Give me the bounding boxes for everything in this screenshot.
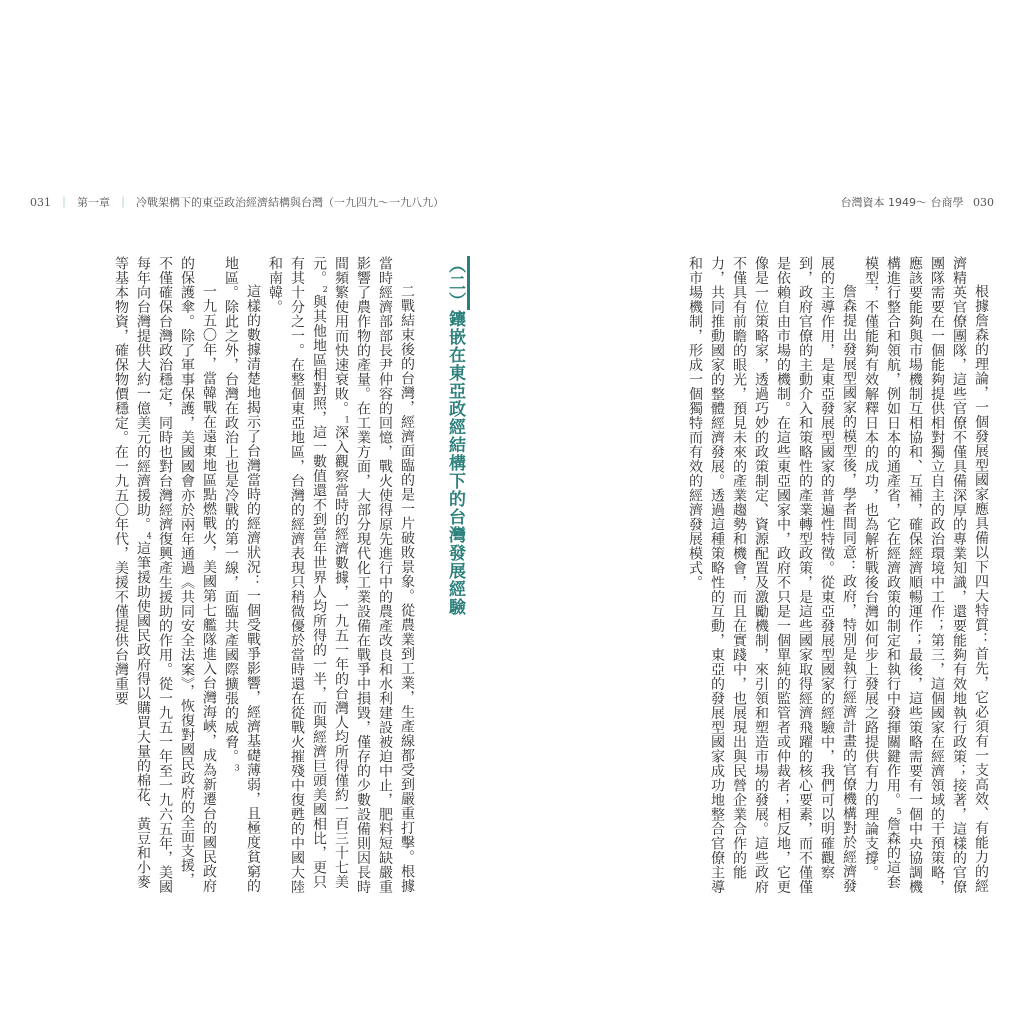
- right-body-text: [684, 256, 992, 896]
- right-running-header: [841, 196, 995, 210]
- paragraph: 根據詹森的理論，一個發展型國家應具備以下四大特質：首先，它必須有一支高效、有能力的經濟精英官僚團隊，這些官僚不僅具備深厚的專業知識，還要能夠有效地執行政策；接著，這樣的官僚團隊需要在一個能夠提供相對獨立自主的政治環境中工作；第三，這個國家在經濟領域的干預策略，應該要能夠與市場機制互相協和、互補，確保經濟順暢運作；最後，這些策略需要有一個中央協調機構進行整合和領航，例如日本的通產省，它在經濟政策的制定和執行中發揮關鍵作用。$^5$詹森的這套模型，不僅能夠有效解釋日本的成功，也為解析戰後台灣如何步上發展之路提供有力的理論支撐。: [863, 256, 989, 894]
- footnote-marker: 3: [232, 763, 242, 773]
- section-number: （二）: [445, 256, 470, 310]
- paragraph: 二戰結束後的台灣，經濟面臨的是一片破敗景象。從農業到工業，生產線都受到嚴重打擊。根據當時經濟部部長尹仲容的回憶，戰火使得原先進行中的農產改良和水利建設被迫中止，肥料短缺嚴重影響了農作物的產量。在工業方面，大部分現代化工業設備在戰爭中損毀，僅存的少數設備則因長時間頻繁使用而快速衰敗。$^1$深入觀察當時的經濟數據，一九五一年的台灣人均所得僅約一百三十七美元。$^2$與其他地區相對照，這一數值還不到當年世界人均所得的一半，而與經濟巨頭美國相比，更只有其十分之一。在整個東亞地區，台灣的經濟表現只稍微優於當時還在從戰火摧殘中復甦的中國大陸和南韓。: [267, 256, 415, 894]
- paragraph: 這樣的數據清楚地揭示了台灣當時的經濟狀況：一個受戰爭影響，經濟基礎薄弱，且極度貧窮的地區。除此之外，台灣在政治上也是冷戰的第一線，面臨共產國際擴張的威脅。$^3$: [223, 256, 261, 893]
- footnote-marker: 5: [894, 807, 904, 817]
- book-title: 台灣資本 1949～ 台商學: [840, 196, 964, 209]
- right-page: [520, 196, 1006, 916]
- left-page-number: 031: [30, 196, 51, 209]
- left-running-header: [30, 196, 444, 210]
- right-page-number: 030: [973, 196, 994, 209]
- paragraph: 詹森提出發展型國家的模型後，學者間同意：政府，特別是執行經濟計畫的官僚機構對於經濟發展的主導作用，是東亞發展型國家的普遍性特徵。從東亞發展型國家的經驗中，我們可以明確觀察到，政府官僚的主動介入和策略性的產業轉型政策，是這些國家取得經濟飛躍的核心要素，而不僅僅是依賴自由市場的機制。在這些東亞國家中，政府不只是一個單純的監管者或仲裁者；相反地，它更像是一位策略家，透過巧妙的政策制定、資源配置及激勵機制，來引領和塑造市場的發展。這些政府不僅具有前瞻的眼光，預見未來的產業趨勢和機會，而且在實踐中，也展現出與民營企業合作的能力，共同推動國家的整體經濟發展。透過這種策略性的互動，東亞的發展型國家成功地整合官僚主導和市場機制，形成一個獨特而有效的經濟發展模式。: [687, 256, 857, 894]
- section-heading: [438, 256, 472, 896]
- chapter-title: 冷戰架構下的東亞政治經濟結構與台灣（一九四九～一九八九）: [136, 196, 444, 209]
- chapter-label: 第一章: [77, 196, 110, 209]
- header-separator: ｜: [117, 196, 129, 209]
- section-title: 鑲嵌在東亞政經結構下的台灣發展經驗: [445, 310, 465, 616]
- paragraph: 一九五〇年，當韓戰在遠東地區點燃戰火，美國第七艦隊進入台灣海峽，成為新遷台的國民政府的保護傘。除了軍事保護，美國國會亦於兩年通過《共同安全法案》，恢復對國民政府的全面支援，不僅確保台灣政治穩定，同時也對台灣經濟復興產生援助的作用。從一九五一年至一九六五年，美國每年向台灣提供大約一億美元的經濟援助。$^4$這筆援助使國民政府得以購買大量的棉花、黃豆和小麥等基本物資，確保物價穩定。在一九五〇年代，美援不僅提供台灣重要: [113, 256, 217, 894]
- left-page: [18, 196, 504, 916]
- footnote-marker: 4: [144, 531, 154, 541]
- left-body-text: [110, 256, 490, 896]
- footnote-marker: 1: [342, 415, 352, 425]
- footnote-marker: 2: [320, 285, 330, 295]
- header-separator: ｜: [58, 196, 70, 209]
